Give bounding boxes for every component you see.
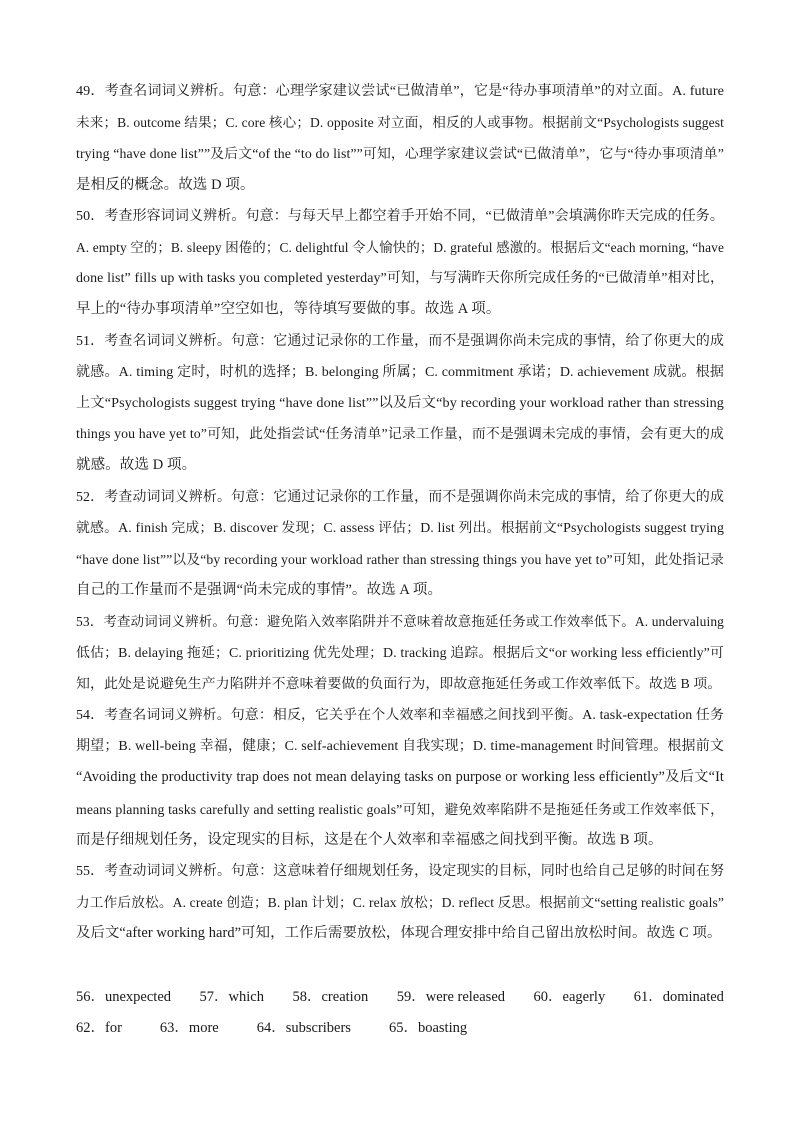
explanation-line: 上文“Psychologists suggest trying “have done list””以及后文“by recording your workload rather than stressing: [76, 395, 724, 412]
explanation-line: A. empty 空的；B. sleepy 困倦的；C. delightful 令人愉快的；D. grateful 感激的。根据后文“each morning, “have: [76, 240, 724, 256]
explanation-item: [76, 700, 724, 856]
answer-row-2: [76, 1013, 724, 1044]
explanation-line: means planning tasks carefully and setting realistic goals”可知，避免效率陷阱不是拖延任务或工作效率低下，: [76, 801, 724, 817]
explanation-line: 就感。A. finish 完成；B. discover 发现；C. assess 评估；D. list 列出。根据前文“Psychologists suggest trying: [76, 520, 724, 536]
explanation-line: done list” fills up with tasks you completed yesterday”可知，与写满昨天你所完成任务的“已做清单”相对比，: [76, 271, 724, 287]
explanation-line: 就感。故选 D 项。: [76, 457, 197, 474]
explanation-line: 49．考查名词词义辨析。句意：心理学家建议尝试“已做清单”，它是“待办事项清单”的对立面。A. future: [76, 83, 724, 99]
answer-item: 65．boasting: [388, 1020, 468, 1037]
explanation-line: 知，此处是说避免生产力陷阱并不意味着要做的负面行为，即故意拖延任务或工作效率低下。故选 B 项。: [76, 676, 722, 692]
explanation-item: [76, 856, 724, 950]
answer-item: 63．more: [159, 1020, 219, 1037]
explanation-section: [76, 76, 724, 950]
answer-item: 61．dominated: [633, 989, 724, 1005]
explanation-line: 是相反的概念。故选 D 项。: [76, 176, 255, 193]
explanation-item: [76, 606, 724, 700]
explanation-line: 55．考查动词词义辨析。句意：这意味着仔细规划任务，设定现实的目标，同时也给自己足够的时间在努: [76, 864, 724, 880]
answer-key: [76, 982, 724, 1044]
explanation-item: [76, 326, 724, 482]
explanation-line: trying “have done list””及后文“of the “to do list””可知，心理学家建议尝试“已做清单”，它与“待办事项清单”: [76, 146, 724, 162]
answer-row-1: [76, 982, 724, 1013]
explanation-item: [76, 76, 724, 201]
explanation-item: [76, 482, 724, 607]
explanation-line: 及后文“after working hard”可知，工作后需要放松，体现合理安排中给自己留出放松时间。故选 C 项。: [76, 925, 722, 942]
explanation-line: “have done list””以及“by recording your workload rather than stressing things you have yet to”可知，此处指记录: [76, 552, 724, 568]
explanation-line: 51．考查名词词义辨析。句意：它通过记录你的工作量，而不是强调你尚未完成的事情，给了你更大的成: [76, 333, 724, 349]
explanation-item: [76, 201, 724, 326]
answer-item: 56．unexpected: [76, 989, 172, 1005]
explanation-line: 期望；B. well-being 幸福，健康；C. self-achievement 自我实现；D. time-management 时间管理。根据前文: [76, 739, 724, 755]
explanation-line: 就感。A. timing 定时，时机的选择；B. belonging 所属；C. commitment 承诺；D. achievement 成就。根据: [76, 363, 724, 380]
explanation-line: 早上的“待办事项清单”空空如也，等待填写要做的事。故选 A 项。: [76, 301, 501, 318]
answer-item: 62．for: [76, 1020, 122, 1037]
answer-item: 58．creation: [292, 989, 369, 1005]
explanation-line: “Avoiding the productivity trap does not mean delaying tasks on purpose or working less efficiently”及后文“It: [76, 769, 724, 786]
answer-item: 57．which: [199, 989, 264, 1005]
explanation-line: 力工作后放松。A. create 创造；B. plan 计划；C. relax 放松；D. reflect 反思。根据前文“setting realistic goals”: [76, 895, 724, 911]
explanation-line: 50．考查形容词词义辨析。句意：与每天早上都空着手开始不同，“已做清单”会填满你昨天完成的任务。: [76, 208, 724, 224]
answer-item: 59．were released: [396, 989, 506, 1005]
answer-item: 64．subscribers: [256, 1020, 351, 1037]
explanation-line: 自己的工作量而不是强调“尚未完成的事情”。故选 A 项。: [76, 582, 443, 599]
explanation-line: 而是仔细规划任务，设定现实的目标，这是在个人效率和幸福感之间找到平衡。故选 B 项。: [76, 831, 663, 848]
explanation-line: 低估；B. delaying 拖延；C. prioritizing 优先处理；D. tracking 追踪。根据后文“or working less efficiently”可: [76, 645, 724, 661]
explanation-line: 53．考查动词词义辨析。句意：避免陷入效率陷阱并不意味着故意拖延任务或工作效率低下。A. undervaluing: [76, 614, 724, 630]
explanation-line: 未来；B. outcome 结果；C. core 核心；D. opposite 对立面，相反的人或事物。根据前文“Psychologists suggest: [76, 115, 724, 131]
explanation-line: 54．考查名词词义辨析。句意：相反，它关乎在个人效率和幸福感之间找到平衡。A. task-expectation 任务: [76, 708, 724, 724]
explanation-line: things you have yet to”可知，此处指尝试“任务清单”记录工作量，而不是强调未完成的事情，会有更大的成: [76, 427, 724, 443]
explanation-line: 52．考查动词词义辨析。句意：它通过记录你的工作量，而不是强调你尚未完成的事情，给了你更大的成: [76, 489, 724, 505]
answer-item: 60．eagerly: [533, 989, 606, 1005]
